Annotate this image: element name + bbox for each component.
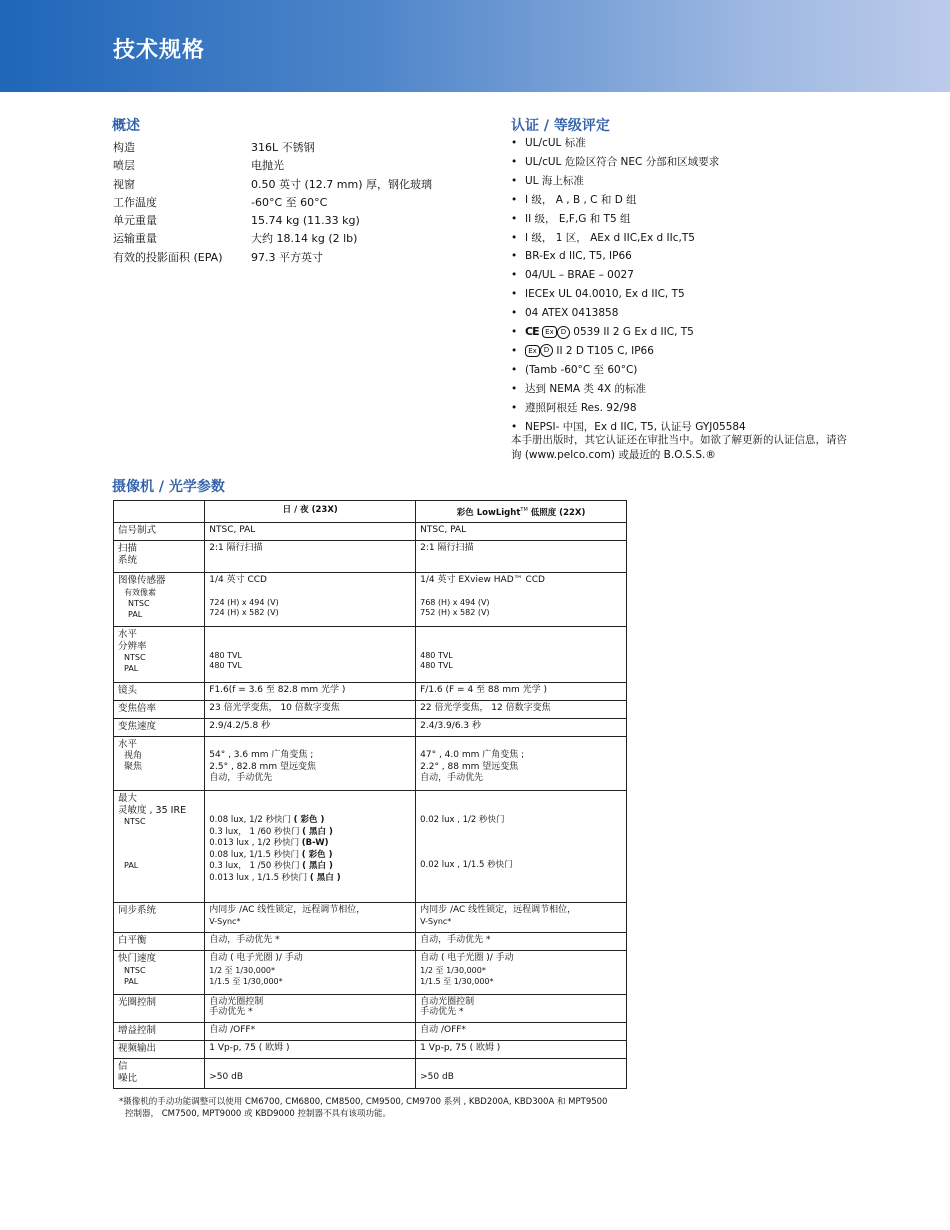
value-line: 内同步 /AC 线性锁定，远程调节相位， [420,905,577,916]
value-line: 724 (H) x 582 (V) [209,607,279,617]
table-row [114,737,627,791]
row-label [114,541,205,573]
value-line: 自动光圈控制 [209,997,264,1008]
cell-value: 自动 /OFF* [205,1023,416,1041]
value-text: 0.3 lux， 1 /60 秒快门 [209,826,303,837]
overview-row [113,230,432,248]
value-line: 自动光圈控制 [420,997,475,1008]
overview-label: 视窗 [113,177,135,191]
overview-label: 工作温度 [113,195,157,209]
value-line: 1/2 至 1/30,000* [209,965,276,975]
overview-value: 97.3 平方英寸 [251,250,323,264]
value-text: ( 彩色 ) [293,815,325,826]
value-text: 0.013 lux , 1/1.5 秒快门 [209,872,310,883]
label-line: NTSC [128,598,150,608]
overview-row [113,157,432,175]
label-line: 灵敏度 , 35 IRE [118,804,187,816]
cell-value: 2:1 隔行扫描 [416,541,627,573]
cert-text: I 级， A , B , C 和 D 组 [525,193,637,206]
row-label [114,951,205,995]
cert-text: 04 ATEX 0413858 [525,307,619,320]
value-line: 手动优先 * [209,1007,253,1018]
label-line: 最大 [118,793,138,805]
overview-value: 大约 18.14 kg (2 lb) [251,232,358,246]
cert-text: I 级， 1 区， AEx d IIC,Ex d IIc,T5 [525,231,695,244]
value-line: 54° , 3.6 mm 广角变焦 ; [209,750,314,761]
cell-value: F1.6(f = 3.6 至 82.8 mm 光学 ) [205,683,416,701]
value-line: 480 TVL [209,661,242,671]
row-label: 镜头 [114,683,205,701]
cert-item: • Ex D II 2 D T105 C, IP66 [511,344,654,357]
cell-value: 1 Vp-p, 75 ( 欧姆 ) [205,1041,416,1059]
cert-item: • IECEx UL 04.0010, Ex d IIC, T5 [511,288,685,301]
table-row [114,903,627,933]
row-label [114,627,205,683]
d-mark-icon: D [540,344,553,357]
table-row [114,627,627,683]
cert-item: • (Tamb -60°C 至 60°C) [511,363,638,376]
cert-text: UL/cUL 标准 [525,137,586,149]
cert-text: II 级， E,F,G 和 T5 组 [525,212,631,225]
value-line: >50 dB [420,1072,454,1083]
value-text: ( 黑白 ) [309,872,341,883]
overview-label: 有效的投影面积 (EPA) [113,250,223,264]
table-row [114,995,627,1023]
cell-value [205,951,416,995]
table-row [114,719,627,737]
value-line: 自动 ( 电子光圈 )/ 手动 [209,953,303,964]
cell-value: 2.4/3.9/6.3 秒 [416,719,627,737]
cert-text: II 2 D T105 C, IP66 [556,344,654,357]
value-line: 手动优先 * [420,1007,464,1018]
cert-text: NEPSI- 中国，Ex d IIC, T5, 认证号 GYJ05584 [525,420,746,433]
table-row [114,683,627,701]
value-line: 自动，手动优先 [420,773,484,784]
table-header-color-lowlight [416,501,627,523]
trademark-mark: TM [520,507,528,513]
cell-value: 自动，手动优先 * [416,933,627,951]
row-label [114,573,205,627]
cell-value [416,627,627,683]
cell-value [205,995,416,1023]
value-line: >50 dB [209,1072,244,1083]
cell-value: F/1.6 (F = 4 至 88 mm 光学 ) [416,683,627,701]
value-text: ( 黑白 ) [302,861,333,872]
value-line: 1/1.5 至 1/30,000* [420,977,494,987]
label-line: NTSC [124,965,146,975]
cell-value: 1 Vp-p, 75 ( 欧姆 ) [416,1041,627,1059]
table-row [114,933,627,951]
cert-item: • I 级， A , B , C 和 D 组 [511,193,637,206]
label-line: 系统 [118,554,138,566]
table-row [114,791,627,903]
cert-text: UL/cUL 危险区符合 NEC 分部和区域要求 [525,155,720,168]
label-line: NTSC [124,817,146,827]
cert-item: • UL/cUL 标准 [511,137,586,149]
cell-value [205,791,416,903]
overview-row [113,249,432,267]
cert-item: • 04/UL – BRAE – 0027 [511,269,634,282]
row-label: 变焦倍率 [114,701,205,719]
overview-label: 构造 [113,141,135,154]
value-line: 1/2 至 1/30,000* [420,965,486,975]
label-line: 分辨率 [118,640,147,652]
value-line: 1/4 英寸 CCD [209,575,267,586]
label-line: 噪比 [118,1072,138,1084]
cell-value: 2:1 隔行扫描 [205,541,416,573]
table-row [114,1059,627,1089]
overview-row [113,212,432,230]
table-row [114,523,627,541]
page-title: 技术规格 [113,38,206,63]
cell-value [416,791,627,903]
value-line: 0.02 lux , 1/2 秒快门 [420,815,505,826]
value-text: ( 黑白 ) [302,826,333,837]
cert-item: • 达到 NEMA 类 4X 的标准 [511,382,646,395]
value-line: 47° , 4.0 mm 广角变焦 ; [420,750,525,761]
ce-mark-icon: CE [525,325,539,339]
value-line: 自动 ( 电子光圈 )/ 手动 [420,953,514,964]
cell-value [205,1059,416,1089]
label-line: PAL [128,609,143,619]
value-line: V-Sync* [420,916,452,926]
footnote-line: *摄像机的手动功能调整可以使用 CM6700, CM6800, CM8500, CM9500, CM9700 系列 , KBD200A, KBD300A 和 MPT9500 [119,1097,608,1107]
row-label [114,1059,205,1089]
value-line: 480 TVL [420,661,453,671]
cell-value [416,995,627,1023]
certifications-note: 本手册出版时，其它认证还在审批当中。如欲了解更新的认证信息，请咨询 (www.pelco.com) 或最近的 B.O.S.S.® [511,434,847,461]
ex-mark-icon: Ex [542,326,557,338]
label-line: PAL [124,976,139,986]
cert-item: • I 级， 1 区， AEx d IIC,Ex d IIc,T5 [511,231,695,244]
cert-text: 达到 NEMA 类 4X 的标准 [525,382,646,395]
certifications-title: 认证 / 等级评定 [511,118,610,134]
overview-row [113,194,432,212]
cert-text: 0539 II 2 G Ex d IIC, T5 [573,326,694,339]
value-line: V-Sync* [209,916,241,926]
label-line: 扫描 [118,543,138,555]
cell-value: NTSC, PAL [416,523,627,541]
table-row [114,701,627,719]
certifications-list [511,134,851,437]
d-mark-icon: D [557,326,570,339]
value-line: 480 TVL [209,651,242,661]
cert-item: • UL 海上标准 [511,174,584,187]
cert-text: BR-Ex d IIC, T5, IP66 [525,250,632,263]
cell-value [416,903,627,933]
value-line: 2.2° , 88 mm 望远变焦 [420,761,519,772]
ex-mark-icon: Ex [525,345,540,357]
row-label: 白平衡 [114,933,205,951]
cell-value: 22 倍光学变焦， 12 倍数字变焦 [416,701,627,719]
label-line: 水平 [118,629,138,641]
row-label: 光圈控制 [114,995,205,1023]
value-text: ( 彩色 ) [301,849,333,860]
value-line: 1/1.5 至 1/30,000* [209,977,283,987]
value-line: 自动，手动优先 [209,773,273,784]
cell-value: 2.9/4.2/5.8 秒 [205,719,416,737]
overview-value: 0.50 英寸 (12.7 mm) 厚，钢化玻璃 [251,177,432,191]
label-line: 水平 [118,739,138,751]
row-label: 变焦速度 [114,719,205,737]
cell-value [205,903,416,933]
value-line: 1/4 英寸 EXview HAD™ CCD [420,575,545,586]
cert-item: • CE Ex D 0539 II 2 G Ex d IIC, T5 [511,325,694,339]
table-row [114,951,627,995]
row-label: 同步系统 [114,903,205,933]
label-line: PAL [124,664,139,674]
camera-spec-table [113,500,627,1089]
overview-value: 316L 不锈钢 [251,141,315,154]
cert-item: • NEPSI- 中国，Ex d IIC, T5, 认证号 GYJ05584 [511,420,746,433]
table-header-day-night: 日 / 夜 (23X) [205,501,416,523]
header-text: 低照度 (22X) [527,507,586,518]
cell-value: 自动，手动优先 * [205,933,416,951]
table-row [114,1023,627,1041]
overview-value: 15.74 kg (11.33 kg) [251,214,360,228]
row-label: 视频输出 [114,1041,205,1059]
label-line: PAL [124,861,139,871]
value-line: 0.02 lux , 1/1.5 秒快门 [420,859,513,870]
table-row [114,541,627,573]
cert-text: UL 海上标准 [525,174,584,187]
cell-value [205,627,416,683]
value-line: 480 TVL [420,651,453,661]
row-label: 增益控制 [114,1023,205,1041]
overview-value: 电抛光 [251,159,284,173]
cell-value [205,573,416,627]
overview-value: -60°C 至 60°C [251,195,328,209]
overview-row [113,176,432,194]
value-text: (B-W) [301,838,329,849]
table-row [114,1041,627,1059]
label-line: 视角 [124,750,143,761]
label-line: 图像传感器 [118,575,166,587]
value-line: 724 (H) x 494 (V) [209,597,279,607]
cell-value: NTSC, PAL [205,523,416,541]
overview-label: 运输重量 [113,232,157,246]
footnote [119,1097,639,1120]
cell-value: 23 倍光学变焦， 10 倍数字变焦 [205,701,416,719]
camera-title: 摄像机 / 光学参数 [112,479,225,495]
value-line: 768 (H) x 494 (V) [420,597,490,607]
table-row [114,573,627,627]
row-label [114,737,205,791]
value-line: 2.5° , 82.8 mm 望远变焦 [209,761,316,772]
cert-item: • BR-Ex d IIC, T5, IP66 [511,250,632,263]
footnote-line: 控制器， CM7500, MPT9000 或 KBD9000 控制器不具有该项功能。 [125,1108,391,1119]
cert-text: (Tamb -60°C 至 60°C) [525,363,638,376]
table-header-row [114,501,627,523]
cert-item: • II 级， E,F,G 和 T5 组 [511,212,631,225]
value-line: 内同步 /AC 线性锁定，远程调节相位， [209,905,366,916]
label-line: 快门速度 [118,953,157,965]
label-line: 信 [118,1061,128,1073]
value-text: 0.08 lux, 1/2 秒快门 [209,815,294,826]
row-label [114,791,205,903]
cert-item: • UL/cUL 危险区符合 NEC 分部和区域要求 [511,155,720,168]
cert-text: IECEx UL 04.0010, Ex d IIC, T5 [525,288,685,301]
header-banner [0,0,950,92]
cell-value [205,737,416,791]
cert-text: 遵照阿根廷 Res. 92/98 [525,401,637,414]
cert-item: • 04 ATEX 0413858 [511,307,619,320]
overview-label: 单元重量 [113,214,157,228]
label-line: 聚焦 [124,761,143,772]
cert-text: 04/UL – BRAE – 0027 [525,269,634,282]
value-text: 0.013 lux , 1/2 秒快门 [209,838,302,849]
value-text: 0.08 lux, 1/1.5 秒快门 [209,849,302,860]
cell-value [416,951,627,995]
overview-row [113,139,432,157]
header-text: 彩色 LowLight [456,507,521,518]
cell-value [416,737,627,791]
overview-label: 喷层 [113,159,135,173]
label-line: 有效像素 [124,587,156,597]
table-header-empty [114,501,205,523]
label-line: NTSC [124,653,146,663]
value-line: 752 (H) x 582 (V) [420,607,490,617]
cert-item: • 遵照阿根廷 Res. 92/98 [511,401,637,414]
value-text: 0.3 lux， 1 /50 秒快门 [209,861,303,872]
cell-value [416,573,627,627]
overview-title: 概述 [112,118,140,134]
cell-value [416,1059,627,1089]
row-label: 信号制式 [114,523,205,541]
overview-table [113,139,432,267]
cell-value: 自动 /OFF* [416,1023,627,1041]
